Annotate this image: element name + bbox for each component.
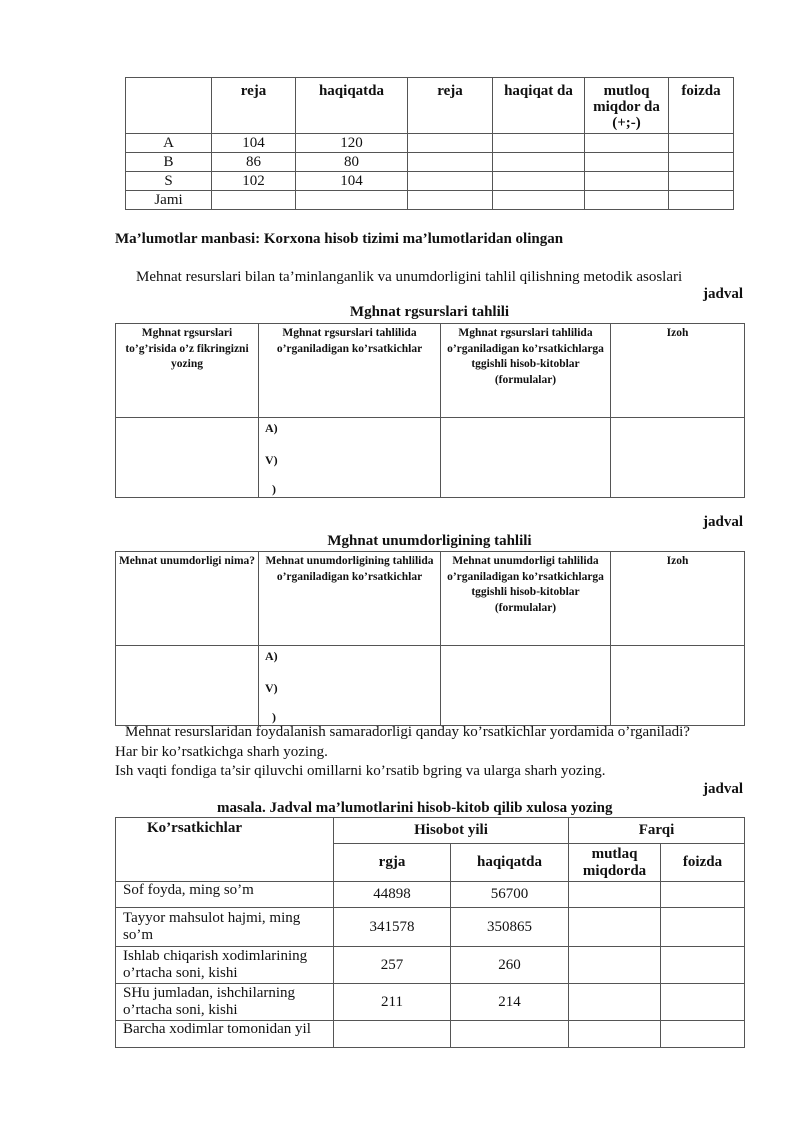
- question-1: Mehnat resurslaridan foydalanish samaradorligi qanday ko’rsatkichlar yordamida o’rganiladi?: [125, 724, 690, 740]
- t3-cell: [116, 646, 259, 726]
- t1-cell: 104: [296, 172, 408, 191]
- t1-header-0: [126, 78, 212, 134]
- t1-header-reja: reja: [212, 78, 296, 134]
- t4-cell: [661, 947, 745, 984]
- t1-cell: [585, 134, 669, 153]
- t4-cell: [569, 947, 661, 984]
- t4-cell: [569, 984, 661, 1021]
- t1-cell: [493, 172, 585, 191]
- t1-header-haqiqatda-2: haqiqat da: [493, 78, 585, 134]
- t4-row-actual: 260: [451, 947, 569, 984]
- question-2: Har bir ko’rsatkichga sharh yozing.: [115, 744, 328, 760]
- t1-cell: [493, 134, 585, 153]
- t4-header-percent: foizda: [661, 844, 745, 882]
- t2-label: jadval: [702, 286, 743, 302]
- t1-cell: [408, 191, 493, 210]
- t4-cell: [661, 984, 745, 1021]
- t4-header-indicators: Ko’rsatkichlar: [116, 818, 334, 882]
- t4-row-name: Barcha xodimlar tomonidan yil: [116, 1021, 334, 1048]
- t3-item-v: V): [265, 681, 278, 695]
- t2-header-izoh: Izoh: [611, 324, 745, 418]
- t4-row-name: Tayyor mahsulot hajmi, ming so’m: [116, 908, 334, 947]
- t4-row-actual: 214: [451, 984, 569, 1021]
- t3-title: Mghnat unumdorligining tahlili: [327, 533, 532, 549]
- question-3: Ish vaqti fondiga ta’sir qiluvchi omillarni ko’rsatib bgring va ularga sharh yozing.: [115, 763, 606, 779]
- t1-cell: B: [126, 153, 212, 172]
- t1-header-foizda: foizda: [669, 78, 734, 134]
- t4-row-actual: 350865: [451, 908, 569, 947]
- t4-row-name: Sof foyda, ming so’m: [116, 882, 334, 908]
- t1-cell: 80: [296, 153, 408, 172]
- t4-row-plan: [334, 1021, 451, 1048]
- t4-row-name: SHu jumladan, ishchilarning o’rtacha soni, kishi: [116, 984, 334, 1021]
- t1-cell: [493, 153, 585, 172]
- t1-cell: [669, 191, 734, 210]
- t3-item-3: ): [272, 710, 276, 724]
- t1-header-haqiqatda: haqiqatda: [296, 78, 408, 134]
- labor-resources-table: [115, 323, 745, 498]
- t1-cell: [669, 172, 734, 191]
- t4-title: masala. Jadval ma’lumotlarini hisob-kitob qilib xulosa yozing: [217, 800, 613, 816]
- t4-cell: [569, 908, 661, 947]
- t1-cell: [408, 134, 493, 153]
- t4-row-name: Ishlab chiqarish xodimlarining o’rtacha soni, kishi: [116, 947, 334, 984]
- t2-cell: [116, 418, 259, 498]
- t1-header-mutloq: mutloq miqdor da (+;-): [585, 78, 669, 134]
- t1-cell: [408, 172, 493, 191]
- t1-cell: 102: [212, 172, 296, 191]
- t3-header-what: Mehnat unumdorligi nima?: [116, 552, 259, 646]
- t4-header-actual: haqiqatda: [451, 844, 569, 882]
- t4-cell: [569, 1021, 661, 1048]
- t1-cell: [585, 153, 669, 172]
- t2-header-indicators: Mghnat rgsurslari tahlilida o’rganiladigan ko’rsatkichlar: [259, 324, 441, 418]
- t4-cell: [661, 882, 745, 908]
- t3-header-indicators: Mehnat unumdorligining tahlilida o’rganiladigan ko’rsatkichlar: [259, 552, 441, 646]
- t3-item-a: A): [265, 649, 278, 663]
- t2-item-a: A): [265, 421, 278, 435]
- t1-cell: 120: [296, 134, 408, 153]
- t4-row-plan: 341578: [334, 908, 451, 947]
- t3-items-cell: [259, 646, 441, 726]
- t1-cell: [212, 191, 296, 210]
- t1-cell: A: [126, 134, 212, 153]
- t1-cell: [408, 153, 493, 172]
- t1-cell: [585, 172, 669, 191]
- t4-header-difference: Farqi: [569, 818, 745, 844]
- t4-header-absolute: mutlaq miqdorda: [569, 844, 661, 882]
- plan-actual-table: [125, 77, 734, 210]
- t1-cell: [669, 153, 734, 172]
- t1-header-reja-2: reja: [408, 78, 493, 134]
- t1-cell: 104: [212, 134, 296, 153]
- t2-cell: [611, 418, 745, 498]
- t3-cell: [611, 646, 745, 726]
- t4-label: jadval: [702, 781, 743, 797]
- t4-cell: [661, 908, 745, 947]
- t4-row-actual: 56700: [451, 882, 569, 908]
- t2-header-opinion: Mghnat rgsurslari to’g’risida o’z fikringizni yozing: [116, 324, 259, 418]
- t4-cell: [569, 882, 661, 908]
- t1-cell: 86: [212, 153, 296, 172]
- labor-productivity-table: [115, 551, 745, 726]
- t3-label: jadval: [702, 514, 743, 530]
- source-line: Ma’lumotlar manbasi: Korxona hisob tizimi ma’lumotlaridan olingan: [115, 231, 564, 247]
- t4-row-plan: 211: [334, 984, 451, 1021]
- t3-cell: [441, 646, 611, 726]
- t2-header-formulas: Mghnat rgsurslari tahlilida o’rganiladigan ko’rsatkichlarga tggishli hisob-kitoblar (formulalar): [441, 324, 611, 418]
- t4-row-plan: 257: [334, 947, 451, 984]
- t4-row-plan: 44898: [334, 882, 451, 908]
- t3-header-izoh: Izoh: [611, 552, 745, 646]
- t2-item-v: V): [265, 453, 278, 467]
- t2-items-cell: [259, 418, 441, 498]
- t1-cell: [669, 134, 734, 153]
- t3-header-formulas: Mehnat unumdorligi tahlilida o’rganiladigan ko’rsatkichlarga tggishli hisob-kitoblar (formulalar): [441, 552, 611, 646]
- t1-cell: S: [126, 172, 212, 191]
- t2-title: Mghnat rgsurslari tahlili: [349, 304, 510, 320]
- t1-cell: [296, 191, 408, 210]
- t4-cell: [661, 1021, 745, 1048]
- t1-cell: Jami: [126, 191, 212, 210]
- t2-item-3: ): [272, 482, 276, 496]
- t2-cell: [441, 418, 611, 498]
- t4-header-report-year: Hisobot yili: [334, 818, 569, 844]
- t1-cell: [585, 191, 669, 210]
- t4-header-plan: rgja: [334, 844, 451, 882]
- indicators-table: [115, 817, 745, 1048]
- section-title: Mehnat resurslari bilan ta’minlanganlik va unumdorligini tahlil qilishning metodik asoslari: [136, 269, 683, 285]
- t4-row-actual: [451, 1021, 569, 1048]
- t1-cell: [493, 191, 585, 210]
